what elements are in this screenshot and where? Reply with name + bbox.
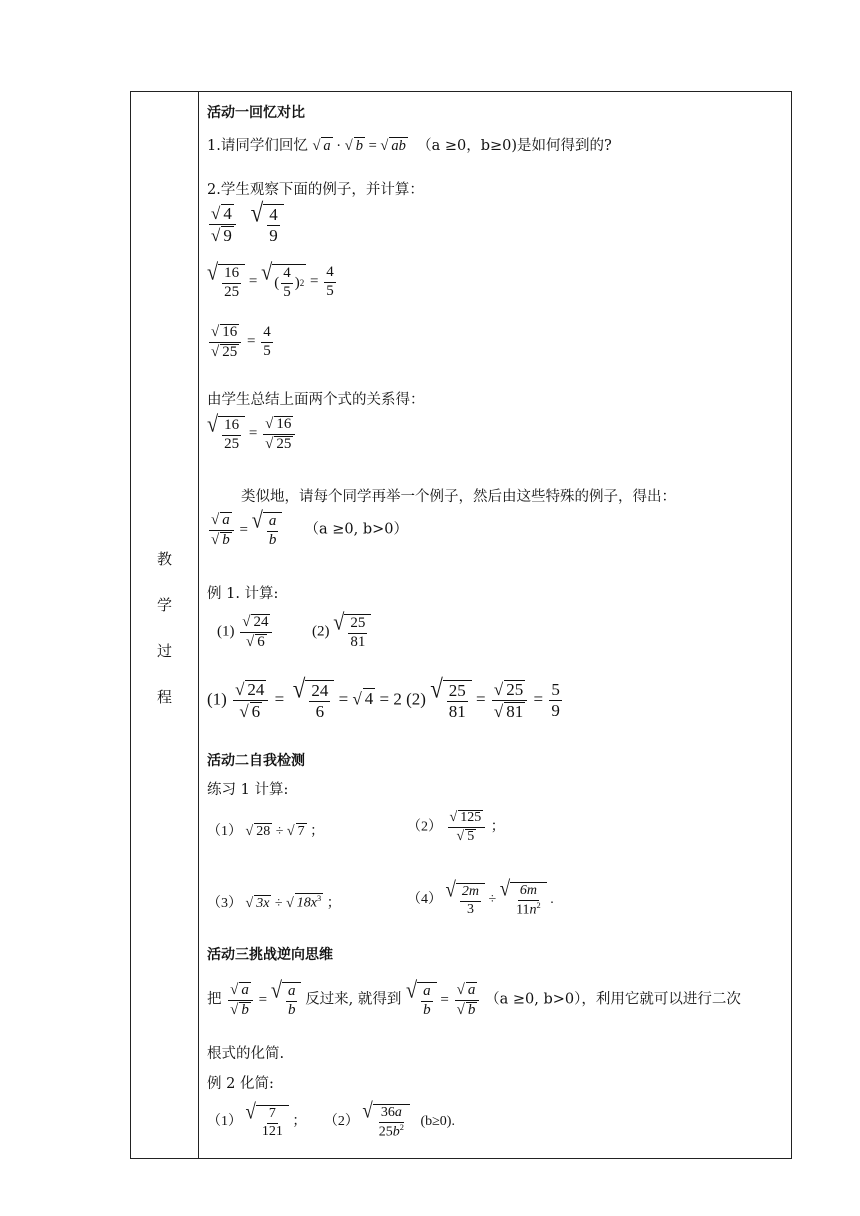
exercise-1: （1） √ 28 ÷ √ 7 ； xyxy=(207,824,325,839)
example1-problems: (1) $\frac{√ 24}{√ 6}$ (2) √ $\frac{25}{81}$ xyxy=(217,614,371,651)
exercise-3-label: （3） xyxy=(207,896,242,911)
question-2: 2.学生观察下面的例子，并计算： xyxy=(207,182,424,198)
activity3-title: 活动三挑战逆向思维 xyxy=(207,947,333,963)
sol-part2-label: (2) xyxy=(406,689,426,709)
ex1-part1-label: (1) xyxy=(217,623,235,640)
example1-solution: (1) $\frac{√ 24}{√ 6}$ = √ $\frac{24}{6}$ = √ 4 = 2 (2) √ $\frac{25}{81}$ = $\frac{√ 25}{√ 81}$ = $\frac{5}{9}$ xyxy=(207,674,560,721)
example2-label: 例 2 化简: xyxy=(207,1076,274,1092)
lesson-content xyxy=(207,92,785,1158)
question-1 xyxy=(207,134,612,155)
example2-condition: (b≥0). xyxy=(420,1114,455,1130)
exercise-2-label: （2） xyxy=(407,819,442,835)
exercise-2: （2） $\frac{√ 125}{√ 5}$ ； xyxy=(407,810,505,844)
reverse-rule-line: 把 $\frac{√ a}{√ b}$ = √ $\frac{a}{b}$ 反过来, 就得到 √ $\frac{a}{b}$ = $\frac{√ a}{√ b}$ （a ≥0, b>0），利用它就可以进行二次 xyxy=(207,978,741,1018)
exercise-1-label: （1） xyxy=(207,824,242,839)
summary-text: 由学生总结上面两个式的关系得： xyxy=(207,392,425,408)
sol-sqrt-4: 4 xyxy=(364,689,374,709)
example-eq-1: √ $\frac{16}{25}$ = √ ( $\frac{4}{5}$ ) 2 = $\frac{4}{5}$ xyxy=(207,260,334,300)
exercise-label: 练习 1 计算: xyxy=(207,782,289,798)
column-divider xyxy=(198,92,199,1158)
sol-part1-label: (1) xyxy=(207,689,227,709)
reverse-text-4: 根式的化简. xyxy=(207,1046,285,1062)
example-eq-2: $\frac{√ 16}{√ 25}$ = $\frac{4}{5}$ xyxy=(211,324,271,360)
example1-label: 例 1. 计算: xyxy=(207,586,279,602)
side-char-4: 程 xyxy=(156,688,172,706)
reverse-text-3: （a ≥0, b>0），利用它就可以进行二次 xyxy=(485,991,741,1008)
sol-answer-den: 9 xyxy=(551,700,560,720)
side-char-1: 教 xyxy=(156,550,172,568)
sol-answer-2: 2 xyxy=(393,689,402,709)
sol-answer-num: 5 xyxy=(551,680,560,699)
activity2-title: 活动二自我检测 xyxy=(207,753,305,769)
example2-problems: （1） √ $\frac{7}{121}$ ； （2） √ $\frac{36a}{25b^2}$ (b≥0). xyxy=(207,1098,455,1140)
activity1-title: 活动一回忆对比 xyxy=(207,105,305,121)
question-1-suffix: （a ≥0，b≥0)是如何得到的? xyxy=(417,138,612,154)
example-fractions: $\frac{√ 4}{√ 9}$ √ $\frac{4}{9}$ xyxy=(207,204,284,245)
ex1-part2-label: (2) xyxy=(311,623,330,640)
summary-eq: √ $\frac{16}{25}$ = $\frac{√ 16}{√ 25}$ xyxy=(207,416,297,453)
side-char-2: 学 xyxy=(156,596,172,614)
exercise-4-label: （4） xyxy=(407,892,442,908)
exercise-4: （4） √ $\frac{2m}{3}$ ÷ √ $\frac{6m}{11n^2}$ . xyxy=(407,876,554,918)
reverse-text-2: 反过来, 就得到 xyxy=(305,991,402,1008)
example2-part1-label: （1） xyxy=(207,1114,242,1130)
formula-product-rule: √ a · √ b = √ ab xyxy=(312,138,406,154)
side-char-3: 过 xyxy=(156,642,172,660)
quotient-condition: （a ≥0, b>0） xyxy=(304,521,409,538)
reverse-text-1: 把 xyxy=(207,991,222,1008)
question-1-prefix: 1.请同学们回忆 xyxy=(207,138,308,154)
exercise-3: （3） √ 3x ÷ √ $18x^3$ ； xyxy=(207,894,341,911)
lesson-table xyxy=(130,91,792,1159)
example2-part2-label: （2） xyxy=(323,1114,359,1130)
general-text: 类似地，请每个同学再举一个例子，然后由这些特殊的例子，得出： xyxy=(241,489,676,505)
quotient-rule: $\frac{√ a}{√ b}$ = √ $\frac{a}{b}$ （a ≥0, b>0） xyxy=(211,508,409,548)
